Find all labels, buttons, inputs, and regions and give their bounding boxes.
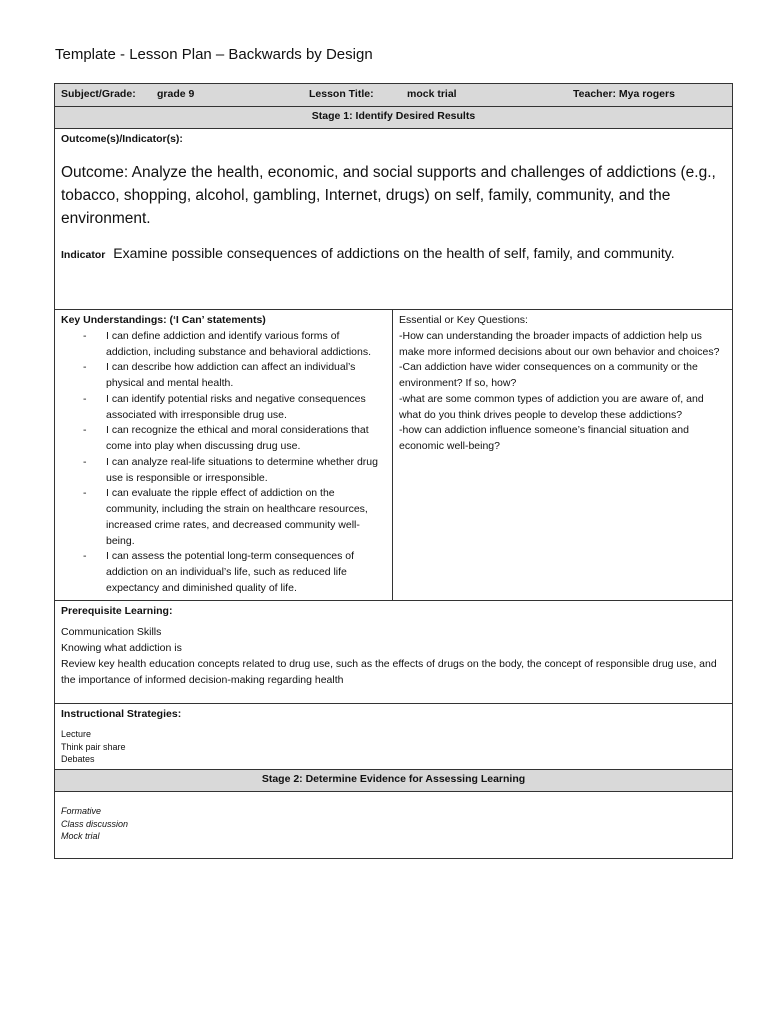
assessment-line: Class discussion (61, 818, 129, 829)
assessment-row (55, 792, 733, 859)
header-row (55, 84, 733, 107)
teacher-label: Teacher: Mya rogers (573, 88, 675, 101)
i-can-list (61, 329, 386, 597)
stage1-row (55, 107, 733, 129)
assessment-line: Formative (61, 806, 102, 817)
list-item: - I can describe how addiction can affect an individual’s physical and mental health. (83, 360, 386, 392)
understandings-row (55, 310, 733, 601)
strategies-row (55, 703, 733, 770)
key-understandings-cell (55, 310, 393, 601)
indicator-text: Examine possible consequences of addictions on the health of self, family, and community. (113, 244, 675, 261)
subject-label: Subject/Grade: (61, 88, 136, 101)
prerequisite-row (55, 600, 733, 703)
subject-value: grade 9 (157, 88, 195, 101)
prerequisite-line: Communication Skills (61, 626, 162, 639)
list-item: - I can define addiction and identify various forms of addiction, including substance and behavioral addictions. (83, 329, 386, 361)
list-item: - I can assess the potential long-term consequences of addiction on an individual’s life, such as reduced life expectancy and diminished quality of life. (83, 549, 386, 596)
lesson-title-label: Lesson Title: (309, 88, 374, 101)
outcomes-label: Outcome(s)/Indicator(s): (61, 133, 183, 145)
indicator-label: Indicator (61, 248, 106, 261)
question-line: -How can understanding the broader impacts of addiction help us make more informed decisions about our own behavior and choices? (399, 329, 720, 358)
strategies-label: Instructional Strategies: (61, 707, 182, 720)
strategy-line: Lecture (61, 729, 92, 740)
stage2-row (55, 770, 733, 792)
outcome-row (55, 129, 733, 310)
prerequisite-line: Knowing what addiction is (61, 642, 182, 654)
stage2-title: Stage 2: Determine Evidence for Assessing Learning (55, 770, 733, 792)
stage1-title: Stage 1: Identify Desired Results (55, 107, 733, 129)
question-line: -how can addiction influence someone’s financial situation and economic well-being? (399, 424, 689, 452)
list-item: - I can recognize the ethical and moral considerations that come into play when discussing drug use. (83, 423, 386, 455)
lesson-title-value: mock trial (407, 88, 457, 101)
lesson-plan-table (54, 83, 733, 859)
assessment-line: Mock trial (61, 831, 100, 842)
strategy-line: Think pair share (61, 741, 126, 752)
list-item: - I can analyze real-life situations to determine whether drug use is responsible or irresponsible. (83, 455, 386, 487)
strategy-line: Debates (61, 754, 95, 765)
list-item: - I can identify potential risks and negative consequences associated with irresponsible drug use. (83, 392, 386, 424)
key-understandings-label: Key Understandings: (‘I Can’ statements) (61, 314, 266, 326)
question-line: -what are some common types of addiction you are aware of, and what do you think drives people to develop these addictions? (399, 392, 704, 421)
prerequisite-line: Review key health education concepts related to drug use, such as the effects of drugs on the body, the concept of responsible drug use, and the importance of informed decision-making regarding health (61, 657, 717, 686)
prerequisite-label: Prerequisite Learning: (61, 604, 173, 617)
essential-questions-label: Essential or Key Questions: (399, 314, 528, 326)
list-item: - I can evaluate the ripple effect of addiction on the community, including the strain on healthcare resources, increased crime rates, and decreased community well-being. (83, 486, 386, 549)
indicator-line (61, 243, 726, 264)
essential-questions-cell (393, 310, 733, 601)
outcome-text: Outcome: Analyze the health, economic, and social supports and challenges of addictions (e.g., tobacco, shopping, alcohol, gambling, Internet, drugs) on self, family, community, and the environment. (61, 163, 716, 227)
question-line: -Can addiction have wider consequences on a community or the environment? If so, how? (399, 361, 698, 389)
document-title: Template - Lesson Plan – Backwards by Design (55, 46, 373, 63)
